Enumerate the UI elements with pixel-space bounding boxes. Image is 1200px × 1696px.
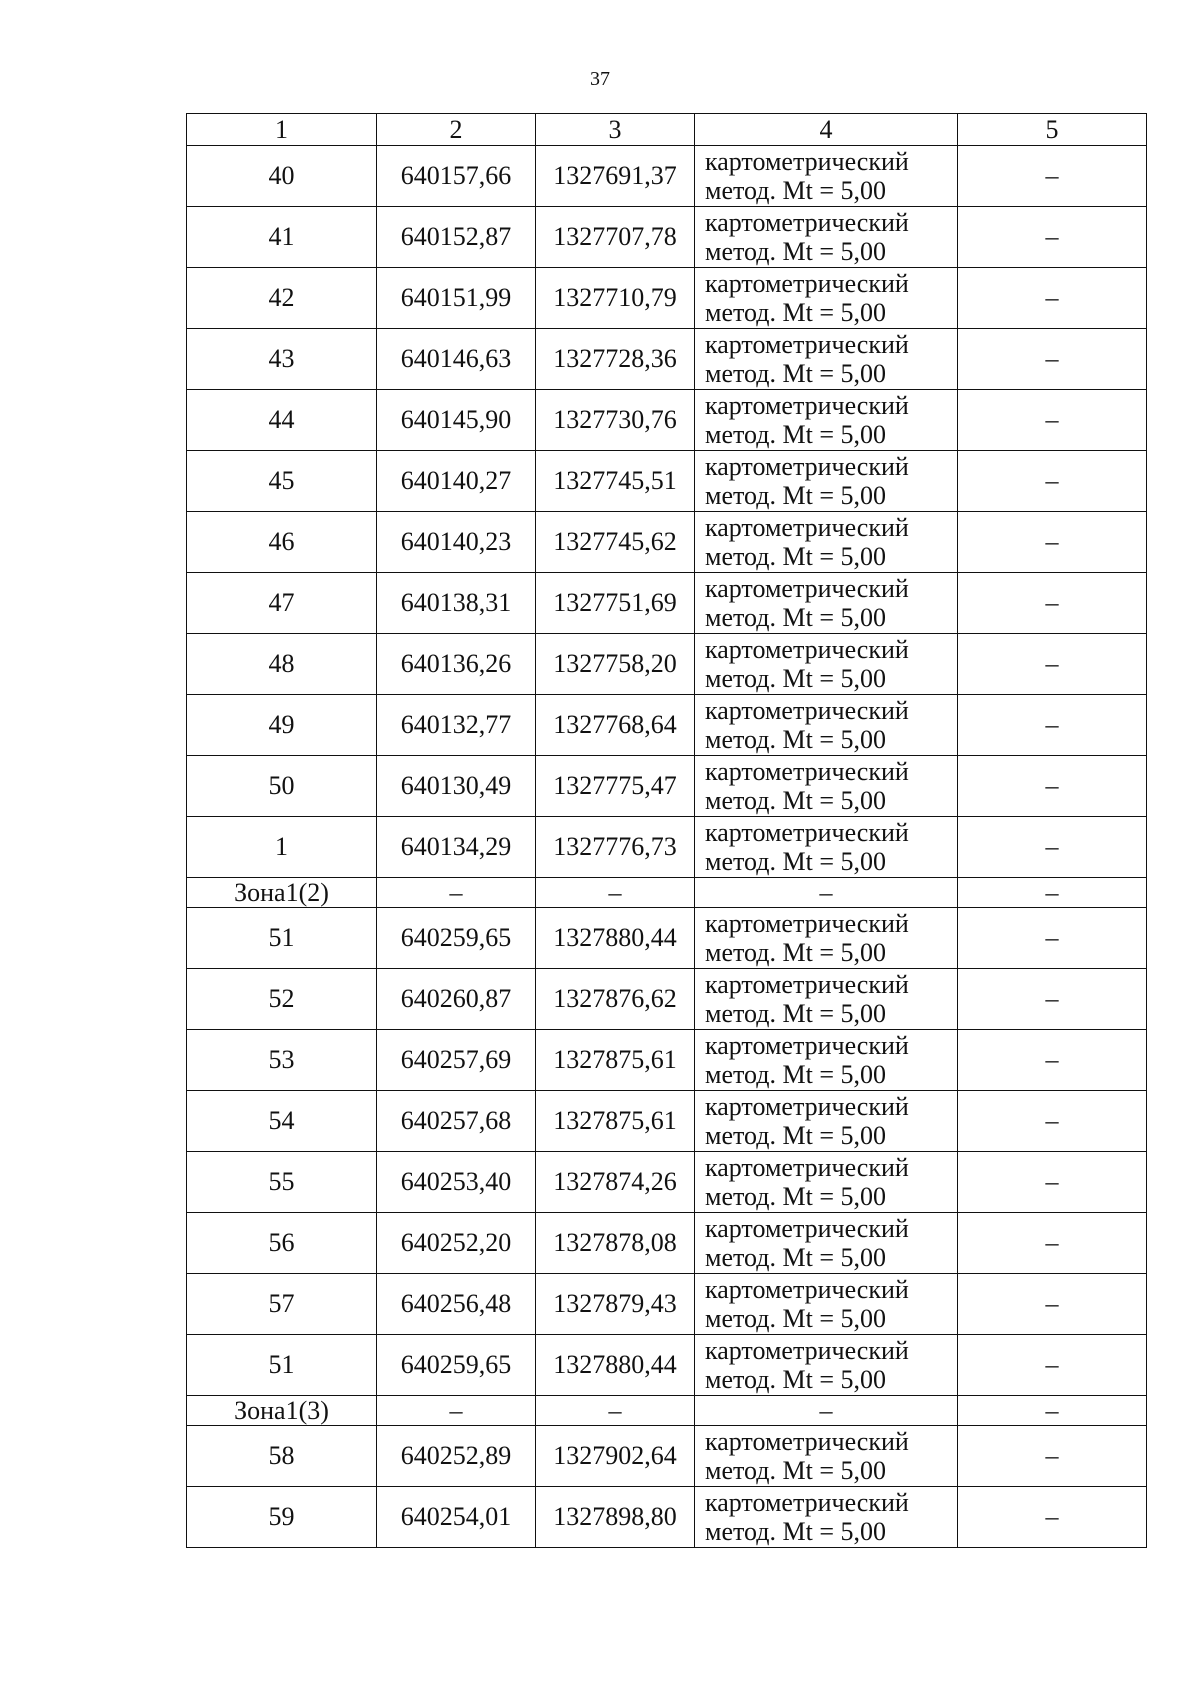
point-number: 48: [187, 634, 377, 695]
note-cell: –: [958, 1426, 1147, 1487]
point-number: 41: [187, 207, 377, 268]
method-cell: [695, 146, 958, 207]
method-line-1: картометрический: [705, 1275, 909, 1304]
coordinate-x: 640132,77: [377, 695, 536, 756]
zone-cell-x: –: [377, 878, 536, 908]
coordinate-x: 640257,68: [377, 1091, 536, 1152]
method-line-2: метод. Mt = 5,00: [705, 847, 886, 876]
method-cell: [695, 756, 958, 817]
zone-label: Зона1(3): [187, 1396, 377, 1426]
coordinate-y: 1327758,20: [536, 634, 695, 695]
note-cell: –: [958, 268, 1147, 329]
note-cell: –: [958, 817, 1147, 878]
method-cell: [695, 1426, 958, 1487]
coordinate-y: 1327878,08: [536, 1213, 695, 1274]
point-number: 54: [187, 1091, 377, 1152]
coordinate-y: 1327768,64: [536, 695, 695, 756]
note-cell: –: [958, 146, 1147, 207]
method-cell: [695, 1487, 958, 1548]
point-number: 49: [187, 695, 377, 756]
note-cell: –: [958, 1487, 1147, 1548]
note-cell: –: [958, 756, 1147, 817]
method-line-2: метод. Mt = 5,00: [705, 1060, 886, 1089]
point-number: 53: [187, 1030, 377, 1091]
coordinate-x: 640253,40: [377, 1152, 536, 1213]
table-row: [187, 1426, 1147, 1487]
coordinate-x: 640254,01: [377, 1487, 536, 1548]
coordinate-y: 1327775,47: [536, 756, 695, 817]
method-cell: [695, 451, 958, 512]
point-number: 59: [187, 1487, 377, 1548]
table-row: [187, 634, 1147, 695]
method-cell: [695, 969, 958, 1030]
note-cell: –: [958, 634, 1147, 695]
table-body: [187, 114, 1147, 1548]
coordinate-y: 1327691,37: [536, 146, 695, 207]
coordinate-y: 1327875,61: [536, 1030, 695, 1091]
method-cell: [695, 1213, 958, 1274]
coordinate-x: 640260,87: [377, 969, 536, 1030]
point-number: 55: [187, 1152, 377, 1213]
table-row: [187, 969, 1147, 1030]
method-line-1: картометрический: [705, 574, 909, 603]
note-cell: –: [958, 1030, 1147, 1091]
method-line-1: картометрический: [705, 1336, 909, 1365]
method-line-2: метод. Mt = 5,00: [705, 1243, 886, 1272]
table-row: [187, 1487, 1147, 1548]
coordinate-x: 640140,23: [377, 512, 536, 573]
method-cell: [695, 1030, 958, 1091]
header-cell-1: 1: [187, 114, 377, 146]
method-line-2: метод. Mt = 5,00: [705, 664, 886, 693]
method-cell: [695, 634, 958, 695]
method-cell: [695, 1152, 958, 1213]
method-line-2: метод. Mt = 5,00: [705, 1304, 886, 1333]
method-line-1: картометрический: [705, 330, 909, 359]
method-line-2: метод. Mt = 5,00: [705, 481, 886, 510]
method-line-2: метод. Mt = 5,00: [705, 725, 886, 754]
method-line-1: картометрический: [705, 147, 909, 176]
point-number: 56: [187, 1213, 377, 1274]
method-line-1: картометрический: [705, 208, 909, 237]
method-cell: [695, 1335, 958, 1396]
coordinate-x: 640256,48: [377, 1274, 536, 1335]
method-cell: [695, 908, 958, 969]
note-cell: –: [958, 512, 1147, 573]
zone-label: Зона1(2): [187, 878, 377, 908]
zone-cell-x: –: [377, 1396, 536, 1426]
method-line-1: картометрический: [705, 970, 909, 999]
coordinate-x: 640130,49: [377, 756, 536, 817]
coordinate-x: 640134,29: [377, 817, 536, 878]
coordinate-y: 1327880,44: [536, 1335, 695, 1396]
table-row: [187, 207, 1147, 268]
method-line-1: картометрический: [705, 269, 909, 298]
method-line-1: картометрический: [705, 757, 909, 786]
method-cell: [695, 1274, 958, 1335]
method-cell: [695, 268, 958, 329]
table-row: [187, 756, 1147, 817]
point-number: 42: [187, 268, 377, 329]
note-cell: –: [958, 1335, 1147, 1396]
table-header-row: [187, 114, 1147, 146]
method-line-1: картометрический: [705, 1153, 909, 1182]
table-row: [187, 908, 1147, 969]
table-row: [187, 817, 1147, 878]
coordinates-table: [186, 113, 1147, 1548]
zone-cell-method: –: [695, 878, 958, 908]
table-row: [187, 1030, 1147, 1091]
method-line-1: картометрический: [705, 391, 909, 420]
coordinate-y: 1327745,62: [536, 512, 695, 573]
method-line-1: картометрический: [705, 696, 909, 725]
coordinate-x: 640257,69: [377, 1030, 536, 1091]
method-line-2: метод. Mt = 5,00: [705, 1121, 886, 1150]
page-number: 37: [590, 68, 610, 90]
table-row: [187, 329, 1147, 390]
coordinate-x: 640145,90: [377, 390, 536, 451]
method-line-1: картометрический: [705, 1092, 909, 1121]
coordinate-y: 1327728,36: [536, 329, 695, 390]
zone-cell-y: –: [536, 1396, 695, 1426]
note-cell: –: [958, 1213, 1147, 1274]
note-cell: –: [958, 1274, 1147, 1335]
zone-row: [187, 1396, 1147, 1426]
point-number: 50: [187, 756, 377, 817]
method-cell: [695, 817, 958, 878]
method-line-2: метод. Mt = 5,00: [705, 1182, 886, 1211]
method-line-1: картометрический: [705, 1031, 909, 1060]
note-cell: –: [958, 1152, 1147, 1213]
table-row: [187, 1335, 1147, 1396]
coordinate-y: 1327898,80: [536, 1487, 695, 1548]
point-number: 45: [187, 451, 377, 512]
coordinate-y: 1327874,26: [536, 1152, 695, 1213]
coordinate-x: 640138,31: [377, 573, 536, 634]
table-row: [187, 1152, 1147, 1213]
method-line-2: метод. Mt = 5,00: [705, 176, 886, 205]
point-number: 58: [187, 1426, 377, 1487]
method-line-2: метод. Mt = 5,00: [705, 603, 886, 632]
method-line-2: метод. Mt = 5,00: [705, 1365, 886, 1394]
table-row: [187, 390, 1147, 451]
coordinate-y: 1327776,73: [536, 817, 695, 878]
method-cell: [695, 207, 958, 268]
table-row: [187, 573, 1147, 634]
coordinate-x: 640259,65: [377, 1335, 536, 1396]
coordinate-y: 1327707,78: [536, 207, 695, 268]
method-cell: [695, 1091, 958, 1152]
coordinate-y: 1327751,69: [536, 573, 695, 634]
header-cell-5: 5: [958, 114, 1147, 146]
table-row: [187, 146, 1147, 207]
method-line-2: метод. Mt = 5,00: [705, 938, 886, 967]
table-row: [187, 512, 1147, 573]
method-line-1: картометрический: [705, 513, 909, 542]
coordinate-y: 1327876,62: [536, 969, 695, 1030]
table-row: [187, 1091, 1147, 1152]
method-line-2: метод. Mt = 5,00: [705, 359, 886, 388]
point-number: 52: [187, 969, 377, 1030]
coordinate-y: 1327745,51: [536, 451, 695, 512]
coordinate-y: 1327875,61: [536, 1091, 695, 1152]
point-number: 51: [187, 908, 377, 969]
coordinate-x: 640151,99: [377, 268, 536, 329]
coordinate-x: 640140,27: [377, 451, 536, 512]
point-number: 51: [187, 1335, 377, 1396]
point-number: 47: [187, 573, 377, 634]
note-cell: –: [958, 695, 1147, 756]
coordinate-x: 640252,89: [377, 1426, 536, 1487]
table-row: [187, 268, 1147, 329]
coordinate-y: 1327879,43: [536, 1274, 695, 1335]
method-cell: [695, 512, 958, 573]
method-line-2: метод. Mt = 5,00: [705, 1456, 886, 1485]
table-row: [187, 451, 1147, 512]
note-cell: –: [958, 329, 1147, 390]
note-cell: –: [958, 451, 1147, 512]
coordinate-x: 640157,66: [377, 146, 536, 207]
note-cell: –: [958, 908, 1147, 969]
point-number: 40: [187, 146, 377, 207]
table-row: [187, 1213, 1147, 1274]
point-number: 43: [187, 329, 377, 390]
coordinate-x: 640136,26: [377, 634, 536, 695]
method-line-2: метод. Mt = 5,00: [705, 298, 886, 327]
point-number: 44: [187, 390, 377, 451]
method-line-2: метод. Mt = 5,00: [705, 542, 886, 571]
method-line-1: картометрический: [705, 1427, 909, 1456]
method-line-2: метод. Mt = 5,00: [705, 420, 886, 449]
coordinate-x: 640252,20: [377, 1213, 536, 1274]
point-number: 57: [187, 1274, 377, 1335]
coordinate-y: 1327880,44: [536, 908, 695, 969]
header-cell-4: 4: [695, 114, 958, 146]
note-cell: –: [958, 390, 1147, 451]
table-row: [187, 1274, 1147, 1335]
zone-cell-note: –: [958, 1396, 1147, 1426]
coordinate-y: 1327902,64: [536, 1426, 695, 1487]
table-row: [187, 695, 1147, 756]
zone-cell-note: –: [958, 878, 1147, 908]
method-cell: [695, 573, 958, 634]
method-line-1: картометрический: [705, 1214, 909, 1243]
note-cell: –: [958, 1091, 1147, 1152]
coordinate-x: 640259,65: [377, 908, 536, 969]
zone-cell-y: –: [536, 878, 695, 908]
method-line-1: картометрический: [705, 635, 909, 664]
header-cell-2: 2: [377, 114, 536, 146]
method-line-1: картометрический: [705, 1488, 909, 1517]
method-cell: [695, 329, 958, 390]
method-line-1: картометрический: [705, 452, 909, 481]
header-cell-3: 3: [536, 114, 695, 146]
method-line-1: картометрический: [705, 818, 909, 847]
coordinate-y: 1327710,79: [536, 268, 695, 329]
note-cell: –: [958, 573, 1147, 634]
coordinate-y: 1327730,76: [536, 390, 695, 451]
method-line-2: метод. Mt = 5,00: [705, 786, 886, 815]
method-line-2: метод. Mt = 5,00: [705, 999, 886, 1028]
zone-cell-method: –: [695, 1396, 958, 1426]
method-cell: [695, 695, 958, 756]
coordinate-x: 640152,87: [377, 207, 536, 268]
note-cell: –: [958, 207, 1147, 268]
method-line-2: метод. Mt = 5,00: [705, 237, 886, 266]
method-line-2: метод. Mt = 5,00: [705, 1517, 886, 1546]
note-cell: –: [958, 969, 1147, 1030]
method-cell: [695, 390, 958, 451]
coordinate-x: 640146,63: [377, 329, 536, 390]
point-number: 1: [187, 817, 377, 878]
point-number: 46: [187, 512, 377, 573]
method-line-1: картометрический: [705, 909, 909, 938]
zone-row: [187, 878, 1147, 908]
